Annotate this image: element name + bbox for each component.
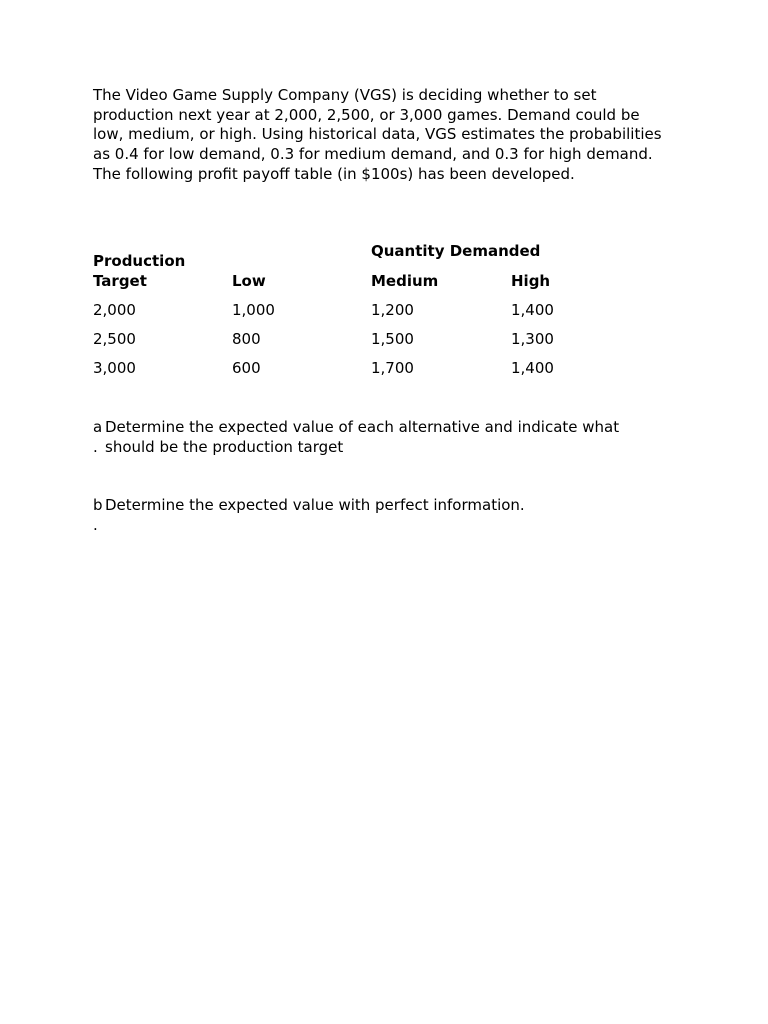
- row-1-target: 2,000: [93, 301, 136, 319]
- row-1-high: 1,400: [511, 301, 554, 319]
- question-b-letter: b: [93, 496, 103, 514]
- question-a-letter: a: [93, 418, 103, 436]
- row-2-low: 800: [232, 330, 261, 348]
- header-medium: Medium: [371, 272, 439, 290]
- question-a-period: .: [93, 438, 98, 456]
- row-2-medium: 1,500: [371, 330, 414, 348]
- row-1-low: 1,000: [232, 301, 275, 319]
- header-high: High: [511, 272, 551, 290]
- header-target: Target: [93, 272, 147, 290]
- row-3-low: 600: [232, 359, 261, 377]
- row-2-target: 2,500: [93, 330, 136, 348]
- header-quantity-demanded: Quantity Demanded: [371, 242, 541, 260]
- question-a-text: Determine the expected value of each alternative and indicate what should be the production target: [105, 418, 620, 456]
- question-b-period: .: [93, 516, 98, 534]
- problem-statement: The Video Game Supply Company (VGS) is deciding whether to set production next year at 2,000, 2,500, or 3,000 games. Demand could be low, medium, or high. Using historical data, VGS estimates the probabilities as 0.4 for low demand, 0.3 for medium demand, and 0.3 for high demand. The following profit payoff table (in $100s) has been developed.: [93, 86, 662, 183]
- header-production: Production: [93, 252, 186, 270]
- row-3-high: 1,400: [511, 359, 554, 377]
- question-b-text: Determine the expected value with perfect information.: [105, 496, 525, 514]
- row-3-target: 3,000: [93, 359, 136, 377]
- row-1-medium: 1,200: [371, 301, 414, 319]
- row-3-medium: 1,700: [371, 359, 414, 377]
- header-low: Low: [232, 272, 266, 290]
- row-2-high: 1,300: [511, 330, 554, 348]
